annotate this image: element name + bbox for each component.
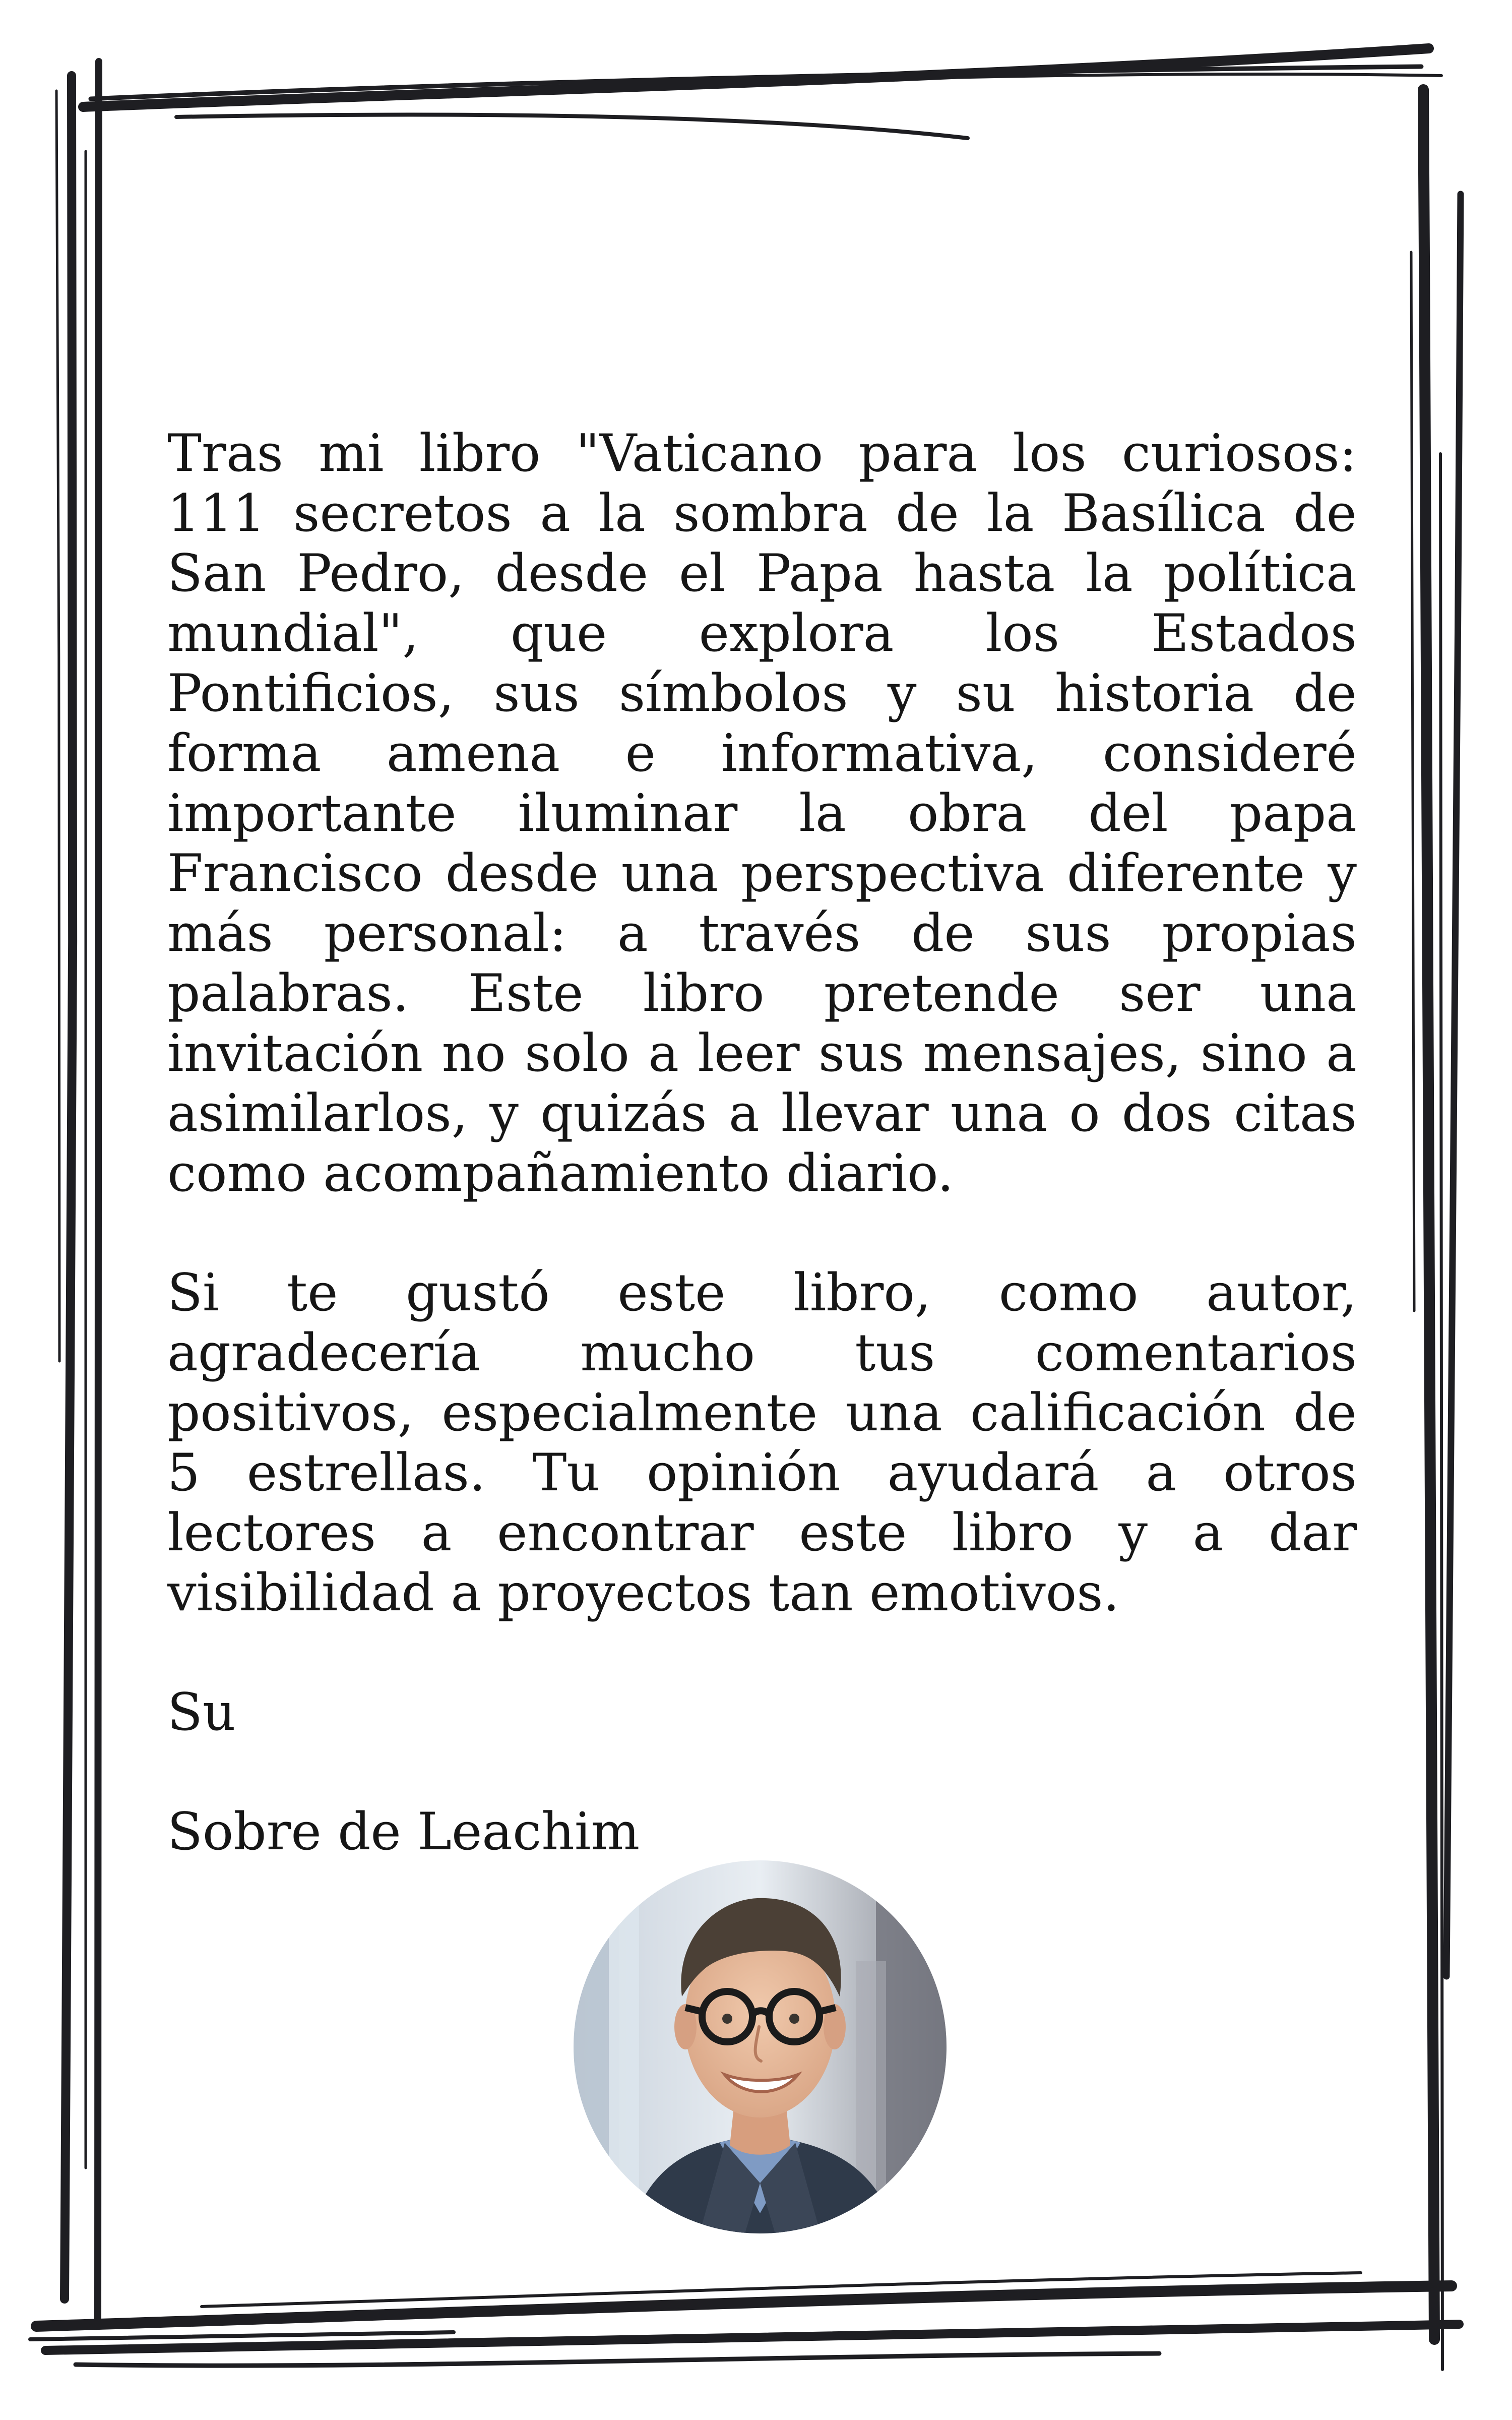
frame-left-stroke [65,76,73,2299]
frame-left-stroke [85,151,87,2168]
letter-closing: Su [167,1682,236,1742]
author-signature: Sobre de Leachim [167,1802,640,1862]
frame-right-stroke [1423,90,1434,2339]
frame-bottom-stroke [30,2332,454,2339]
frame-left-stroke [56,91,59,1361]
frame-right-stroke [1411,252,1414,1311]
author-portrait [574,1860,947,2233]
frame-bottom-stroke [76,2353,1159,2366]
letter-paragraph-intro: Tras mi libro "Vaticano para los curiosos: 111 secretos a la sombra de la Basílica de San Pedro, desde el Papa hasta la política mundial", que explora los Estados Pontificios, sus símbolos y su historia de forma amena e informativa, consideré importante iluminar la obra del papa Francisco desde una perspectiva diferente y más personal: a través de sus propias palabras. Este libro pretende ser una invitación no solo a leer sus mensajes, sino a asimilarlos, y quizás a llevar una o dos citas como acompañamiento diario. [167,424,1357,1203]
portrait-illustration [574,1860,947,2233]
letter-body [167,424,1357,1862]
frame-right-stroke [1440,454,1443,2370]
frame-right-stroke [1446,194,1461,1976]
frame-top-stroke [176,115,968,138]
frame-left-stroke [97,62,99,2319]
letter-paragraph-review-request: Si te gustó este libro, como autor, agradecería mucho tus comentarios positivos, especialmente una calificación de 5 estrellas. Tu opinión ayudará a otros lectores a encontrar este libro y a dar visibilidad a proyectos tan emotivos. [167,1263,1357,1623]
